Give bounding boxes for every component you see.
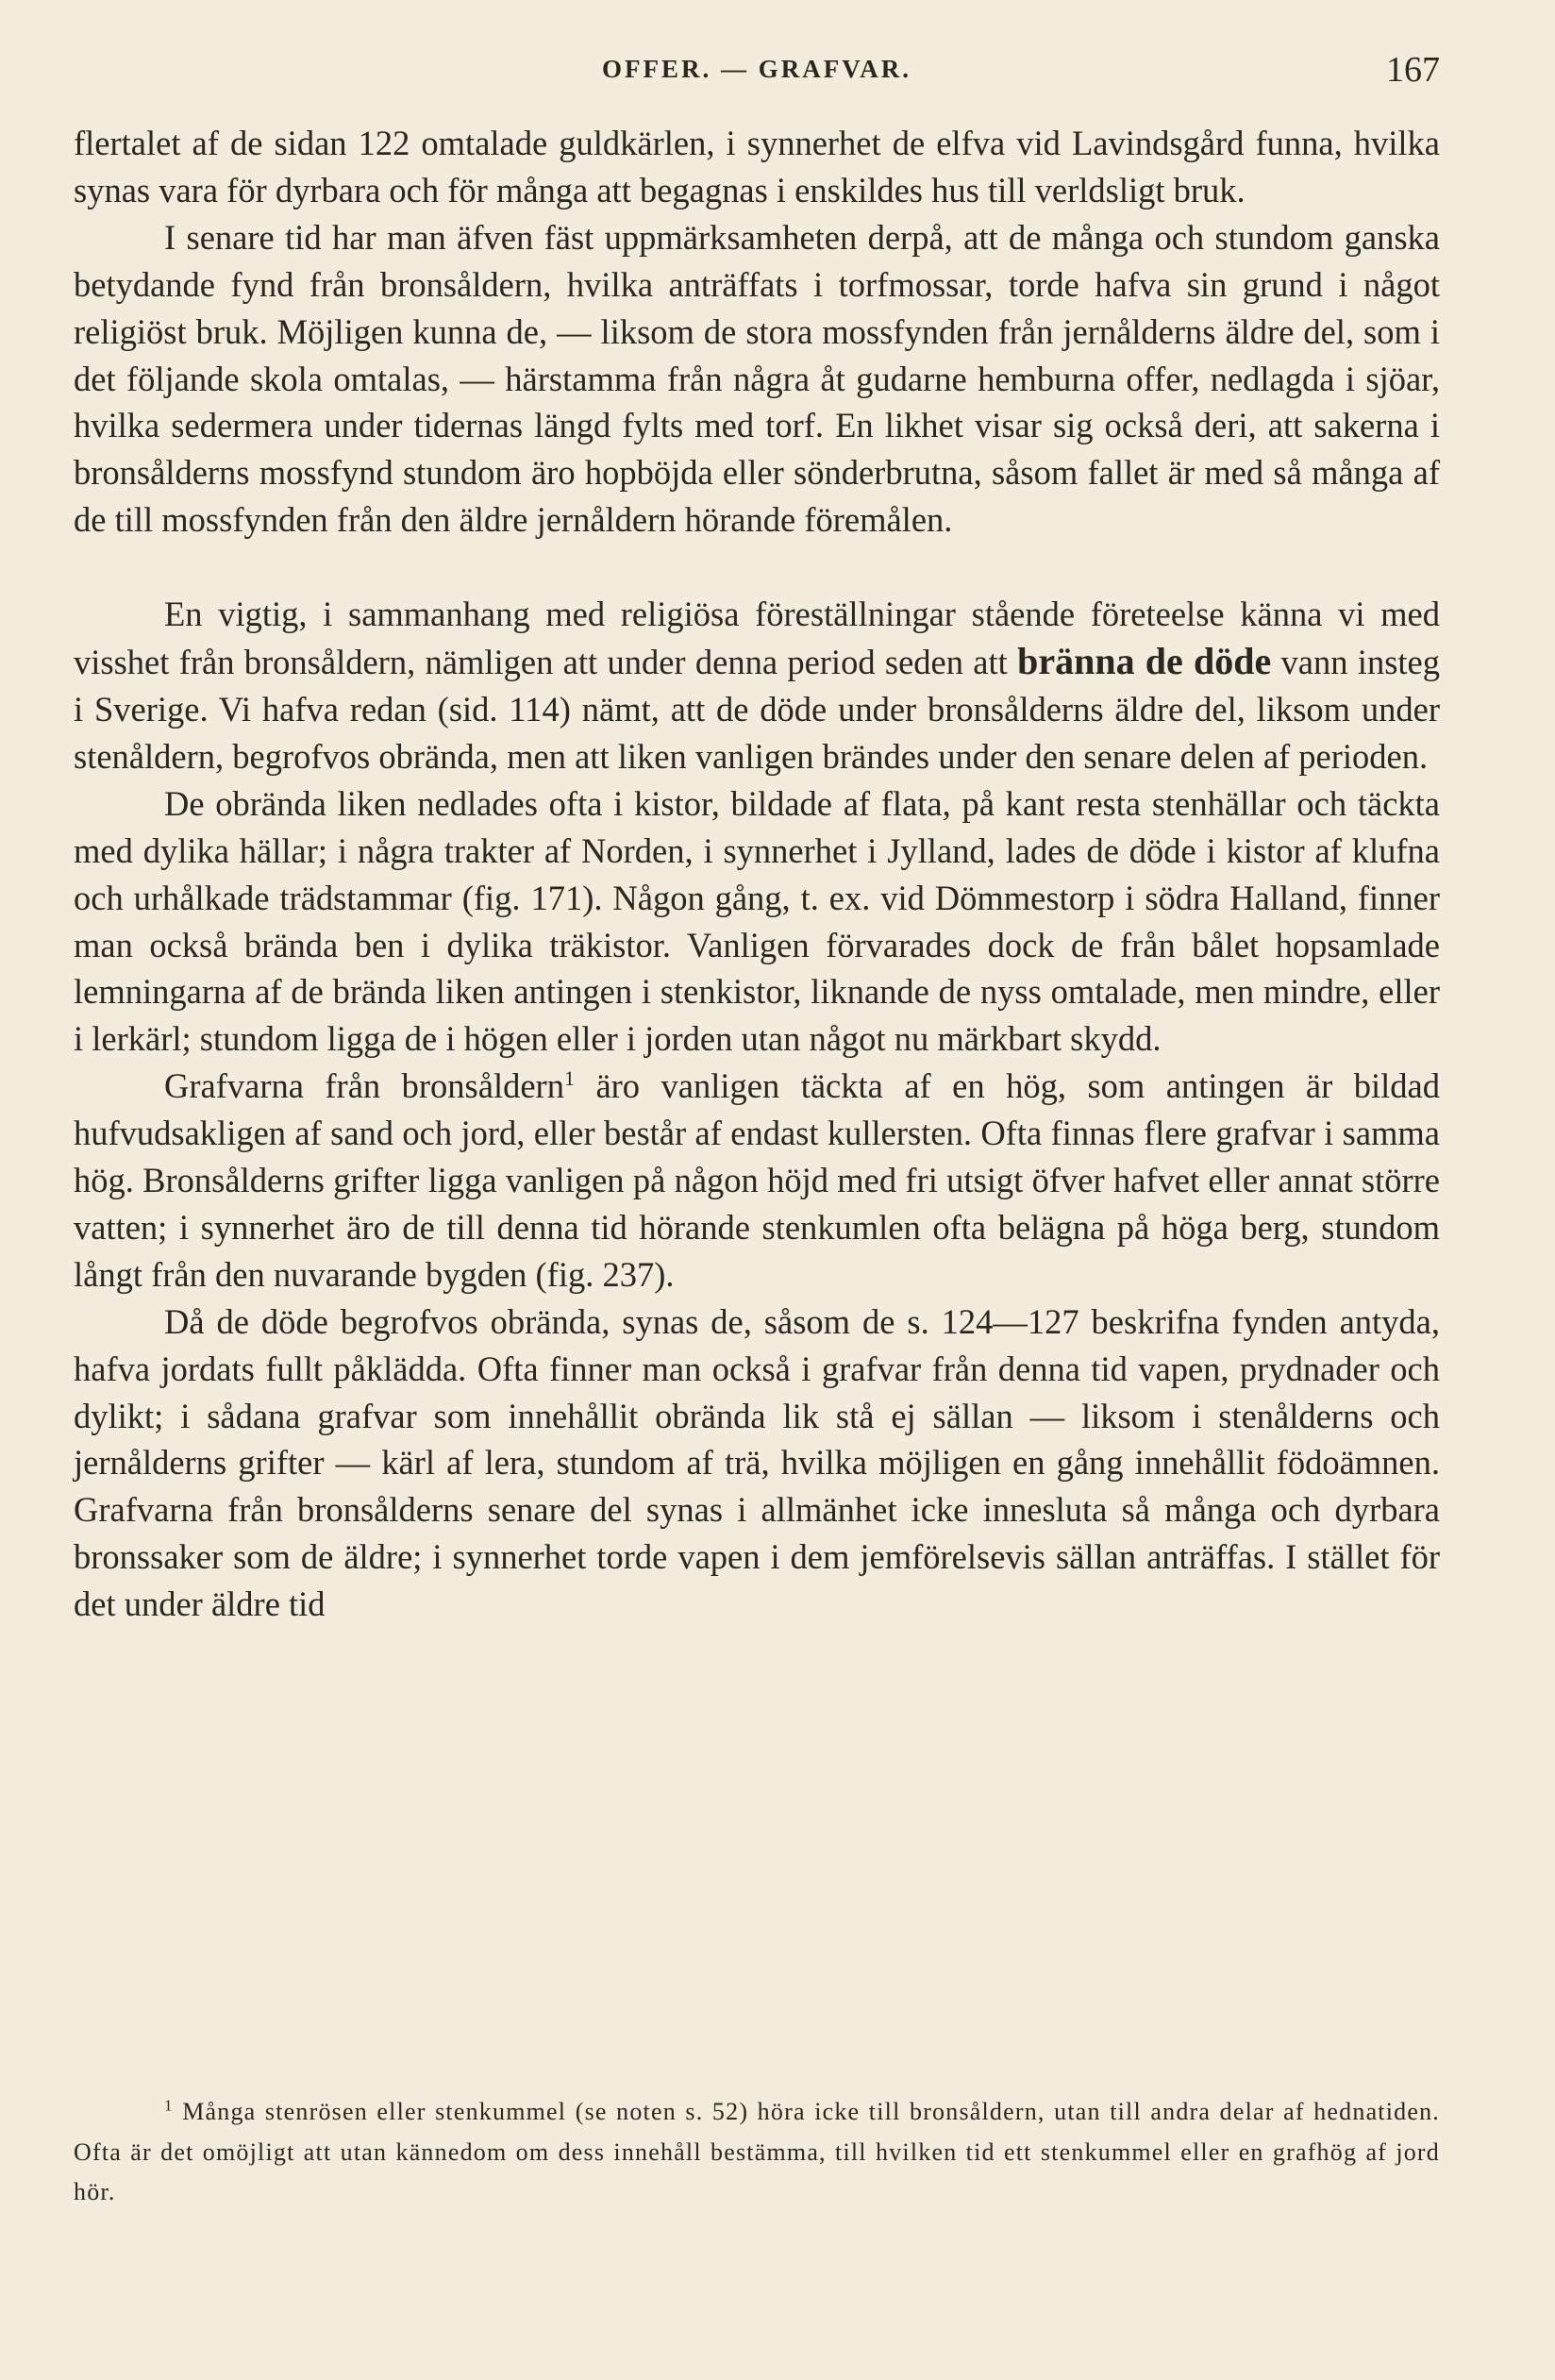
paragraph-cremation bbox=[74, 591, 1440, 780]
cremation-text-start: En vigtig, i sammanhang med religiösa föreställningar stående företeelse känna vi med visshet från bronsåldern, nämligen att under denna period seden att bbox=[74, 595, 1440, 682]
footnote-marker: 1 bbox=[164, 2096, 174, 2115]
footnote bbox=[74, 2092, 1440, 2213]
cremation-text-end: vann insteg i Sverige. Vi hafva redan (sid. 114) nämt, att de döde under bronsålderns äldre del, liksom under stenåldern, begrofvos obrända, men att liken vanligen brändes under den senare delen af perioden. bbox=[74, 643, 1440, 776]
graves-text-start: Grafvarna från bronsåldern bbox=[164, 1066, 564, 1106]
paragraph-graves bbox=[74, 1063, 1440, 1299]
body-text bbox=[74, 120, 1440, 1628]
book-page bbox=[74, 0, 1440, 2380]
paragraph-bog-finds: I senare tid har man äfven fäst uppmärksamheten derpå, att de många och stundom ganska betydande fynd från bronsåldern, hvilka anträffats i torfmossar, torde hafva sin grund i något religiöst bruk. Möjligen kunna de, — liksom de stora mossfynden från jernålderns äldre del, som i det följande skola omtalas, — härstamma från några åt gudarne hemburna offer, nedlagda i sjöar, hvilka sedermera under tidernas längd fylts med torf. En likhet visar sig också deri, att sakerna i bronsålderns mossfynd stundom äro hopböjda eller sönderbrutna, såsom fallet är med så många af de till mossfynden från den äldre jernåldern hörande föremålen. bbox=[74, 217, 1440, 540]
running-title: OFFER. — GRAFVAR. bbox=[601, 55, 911, 83]
paragraph-continuation: flertalet af de sidan 122 omtalade guldkärlen, i synnerhet de elfva vid Lavindsgård funna, hvilka synas vara för dyrbara och för många att begagnas i enskildes hus till verldsligt bruk. bbox=[74, 124, 1440, 210]
footnote-text: Många stenrösen eller stenkummel (se noten s. 52) höra icke till bronsåldern, utan till andra delar af hednatiden. Ofta är det omöjligt att utan kännedom om dess innehåll bestämma, till hvilken tid ett stenkummel eller en grafhög af jord hör. bbox=[74, 2098, 1440, 2205]
emphasized-phrase: bränna de döde bbox=[1017, 640, 1272, 683]
footnote-reference: 1 bbox=[563, 1066, 575, 1091]
paragraph-burial-goods: Då de döde begrofvos obrända, synas de, såsom de s. 124—127 beskrifna fynden antyda, hafva jordats fullt påklädda. Ofta finner man också i grafvar från denna tid vapen, prydnader och dylikt; i sådana grafvar som innehållit obrända lik stå ej sällan — liksom i stenålderns och jernålderns grifter — kärl af lera, stundom af trä, hvilka möjligen en gång innehållit födoämnen. Grafvarna från bronsålderns senare del synas i allmänhet icke innesluta så många och dyrbara bronssaker som de äldre; i synnerhet torde vapen i dem jemförelsevis sällan anträffas. I stället för det under äldre tid bbox=[74, 1301, 1440, 1624]
paragraph-coffins: De obrända liken nedlades ofta i kistor, bildade af flata, på kant resta stenhällar och täckta med dylika hällar; i några trakter af Norden, i synnerhet i Jylland, lades de döde i kistor af klufna och urhålkade trädstammar (fig. 171). Någon gång, t. ex. vid Dömmestorp i södra Halland, finner man också brända ben i dylika träkistor. Vanligen förvarades dock de från bålet hopsamlade lemningarna af de brända liken antingen i stenkistor, liknande de nyss omtalade, men mindre, eller i lerkärl; stundom ligga de i högen eller i jorden utan något nu märkbart skydd. bbox=[74, 783, 1440, 1059]
running-head bbox=[74, 49, 1440, 96]
graves-text-end: äro vanligen täckta af en hög, som antingen är bildad hufvudsakligen af sand och jord, eller består af endast kullersten. Ofta finnas flere grafvar i samma hög. Bronsålderns grifter ligga vanligen på någon höjd med fri utsigt öfver hafvet eller annat större vatten; i synnerhet äro de till denna tid hörande stenkumlen ofta belägna på höga berg, stundom långt från den nuvarande bygden (fig. 237). bbox=[74, 1066, 1441, 1294]
page-number: 167 bbox=[1386, 50, 1440, 90]
